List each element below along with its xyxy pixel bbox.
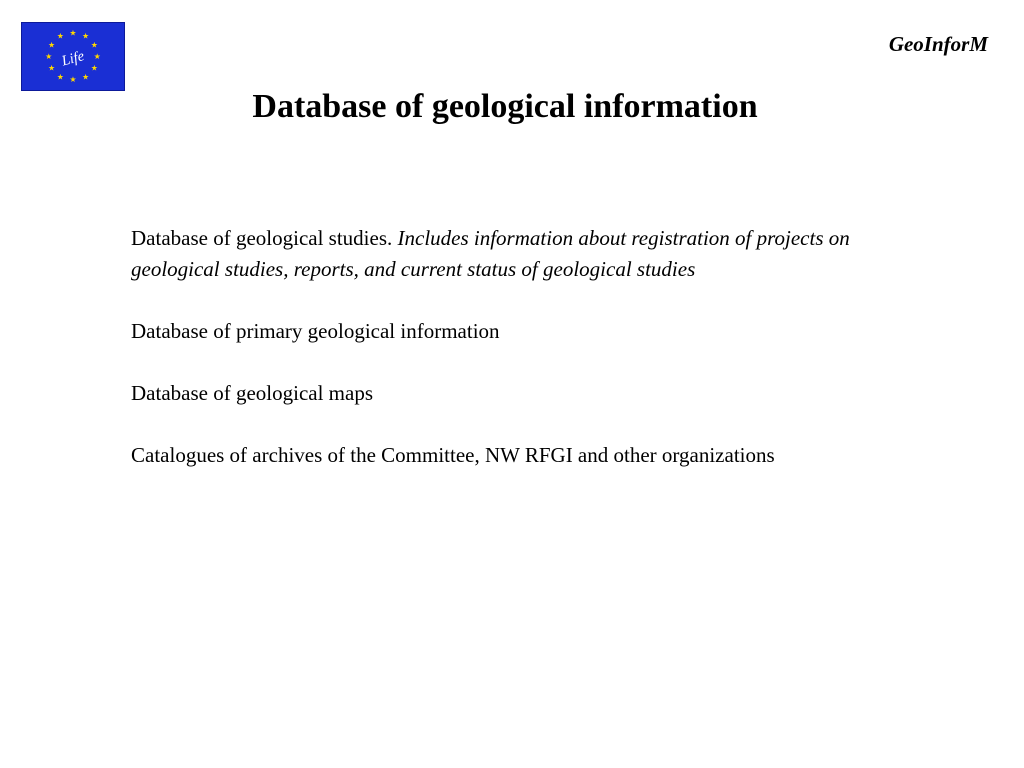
svg-text:★: ★ xyxy=(90,40,98,50)
svg-text:★: ★ xyxy=(69,75,77,85)
svg-text:★: ★ xyxy=(82,31,90,41)
svg-text:★: ★ xyxy=(93,51,101,61)
eu-life-emblem-icon xyxy=(22,23,124,90)
svg-text:★: ★ xyxy=(56,31,64,41)
content-list xyxy=(131,223,871,502)
item-text: Database of geological studies. xyxy=(131,226,398,250)
item-text: Database of primary geological information xyxy=(131,319,500,343)
list-item xyxy=(131,440,871,471)
svg-text:★: ★ xyxy=(45,51,53,61)
list-item xyxy=(131,223,871,285)
svg-text:★: ★ xyxy=(82,72,90,82)
list-item xyxy=(131,316,871,347)
item-description: Includes information about registration of projects on geological studies, reports, and current status of geological studies xyxy=(131,226,850,281)
logo-text: Life xyxy=(59,48,86,70)
svg-text:★: ★ xyxy=(56,72,64,82)
life-logo xyxy=(21,22,125,91)
list-item xyxy=(131,378,871,409)
item-text: Database of geological maps xyxy=(131,381,373,405)
item-text: Catalogues of archives of the Committee, NW RFGI and other organizations xyxy=(131,443,775,467)
page-title: Database of geological information xyxy=(252,88,758,125)
svg-text:★: ★ xyxy=(48,40,56,50)
svg-text:★: ★ xyxy=(48,63,56,73)
svg-text:★: ★ xyxy=(90,63,98,73)
brand-label: GeoInforM xyxy=(888,32,988,56)
svg-text:★: ★ xyxy=(69,28,77,38)
